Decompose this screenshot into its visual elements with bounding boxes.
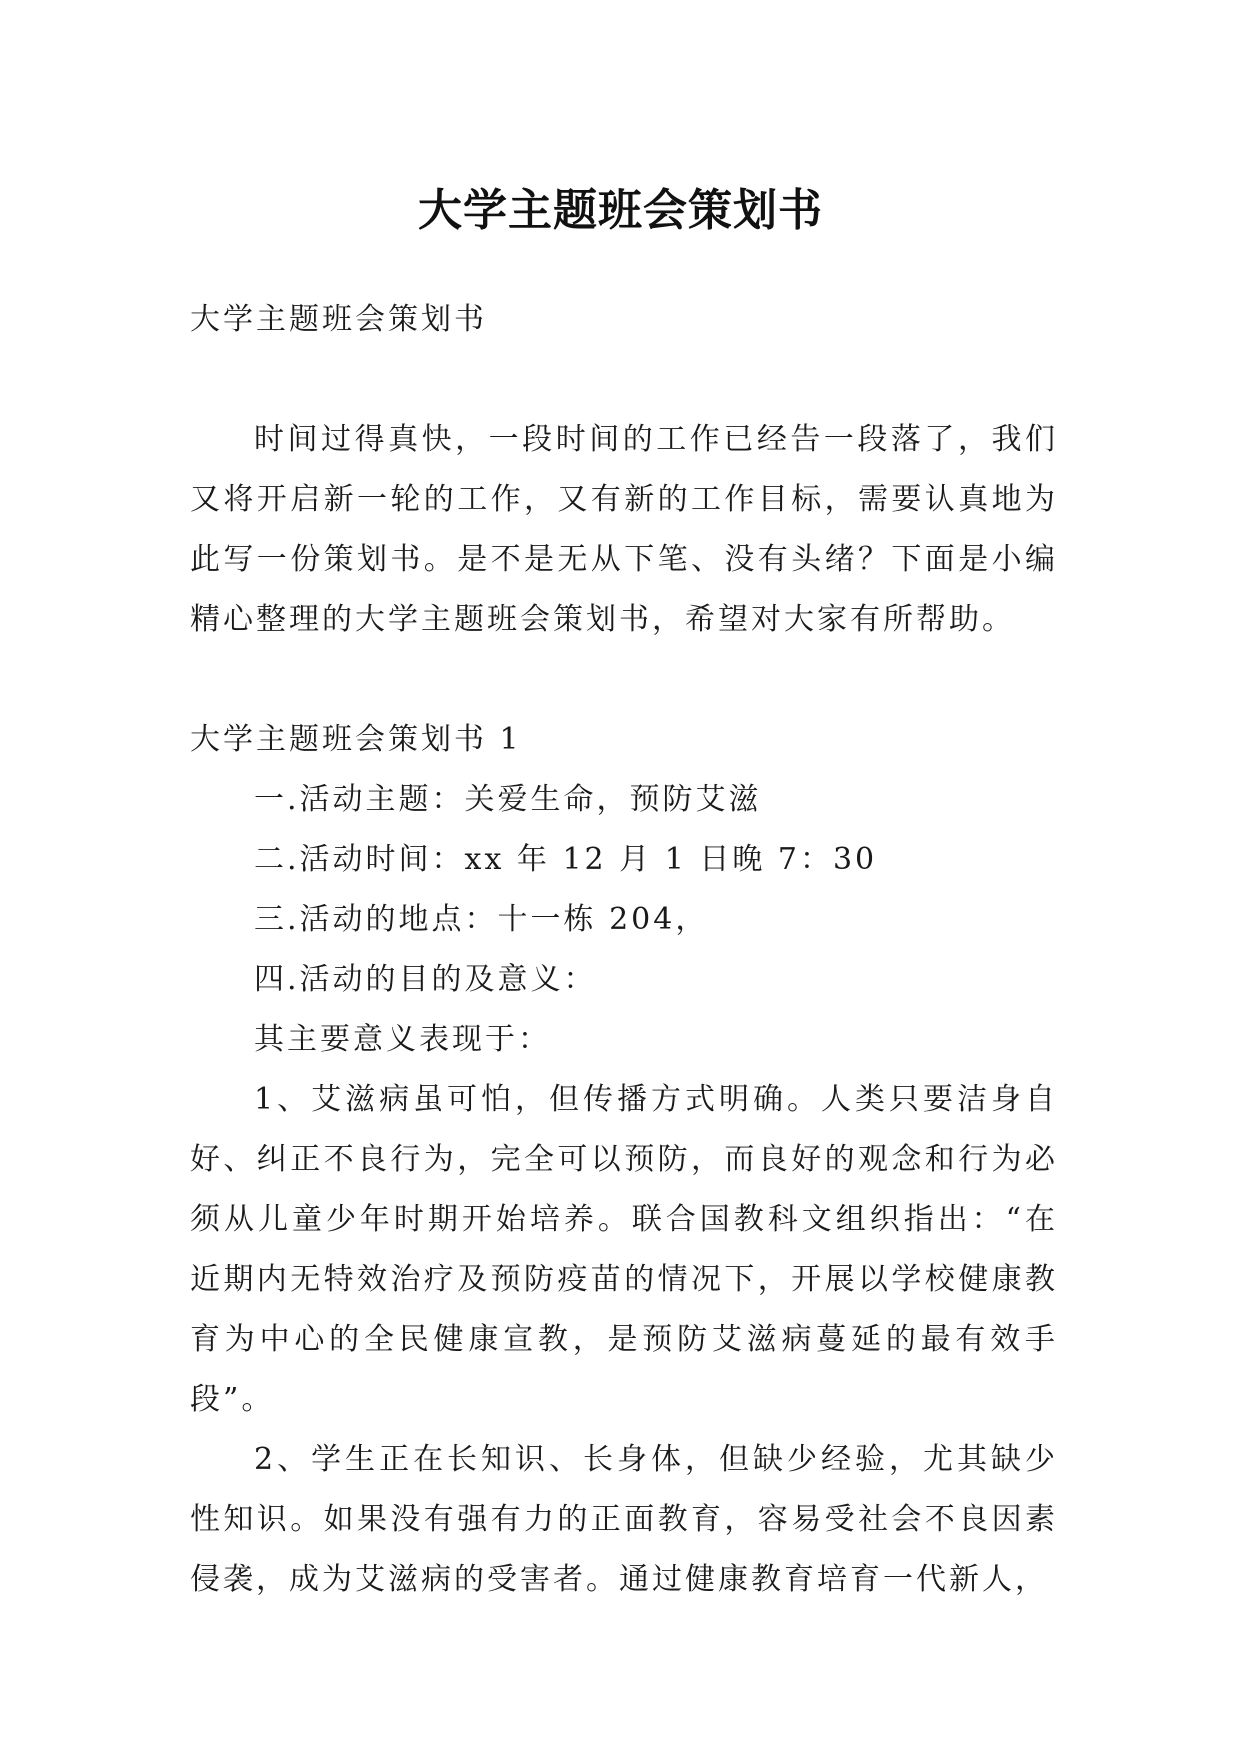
- item-activity-location: 三.活动的地点：十一栋 204，: [254, 902, 709, 937]
- item-activity-time: 二.活动时间：xx 年 12 月 1 日晚 7：30: [254, 842, 878, 877]
- section-heading: 大学主题班会策划书 1: [190, 722, 522, 757]
- item-activity-theme: 一.活动主题：关爱生命，预防艾滋: [254, 782, 762, 817]
- item-main-significance: 其主要意义表现于：: [254, 1022, 551, 1057]
- document-subtitle: 大学主题班会策划书: [190, 302, 487, 337]
- intro-paragraph: 时间过得真快，一段时间的工作已经告一段落了，我们又将开启新一轮的工作，又有新的工作目标，需要认真地为此写一份策划书。是不是无从下笔、没有头绪？下面是小编精心整理的大学主题班会策划书，希望对大家有所帮助。: [190, 422, 1058, 637]
- item-activity-purpose: 四.活动的目的及意义：: [254, 962, 597, 997]
- paragraph-1: 1、艾滋病虽可怕，但传播方式明确。人类只要洁身自好、纠正不良行为，完全可以预防，而良好的观念和行为必须从儿童少年时期开始培养。联合国教科文组织指出：“在近期内无特效治疗及预防疫苗的情况下，开展以学校健康教育为中心的全民健康宣教，是预防艾滋病蔓延的最有效手段”。: [190, 1082, 1058, 1417]
- document-title: 大学主题班会策划书: [418, 185, 823, 237]
- paragraph-2: 2、学生正在长知识、长身体，但缺少经验，尤其缺少性知识。如果没有强有力的正面教育，容易受社会不良因素侵袭，成为艾滋病的受害者。通过健康教育培育一代新人，: [190, 1442, 1058, 1597]
- document-body: [190, 290, 1058, 1610]
